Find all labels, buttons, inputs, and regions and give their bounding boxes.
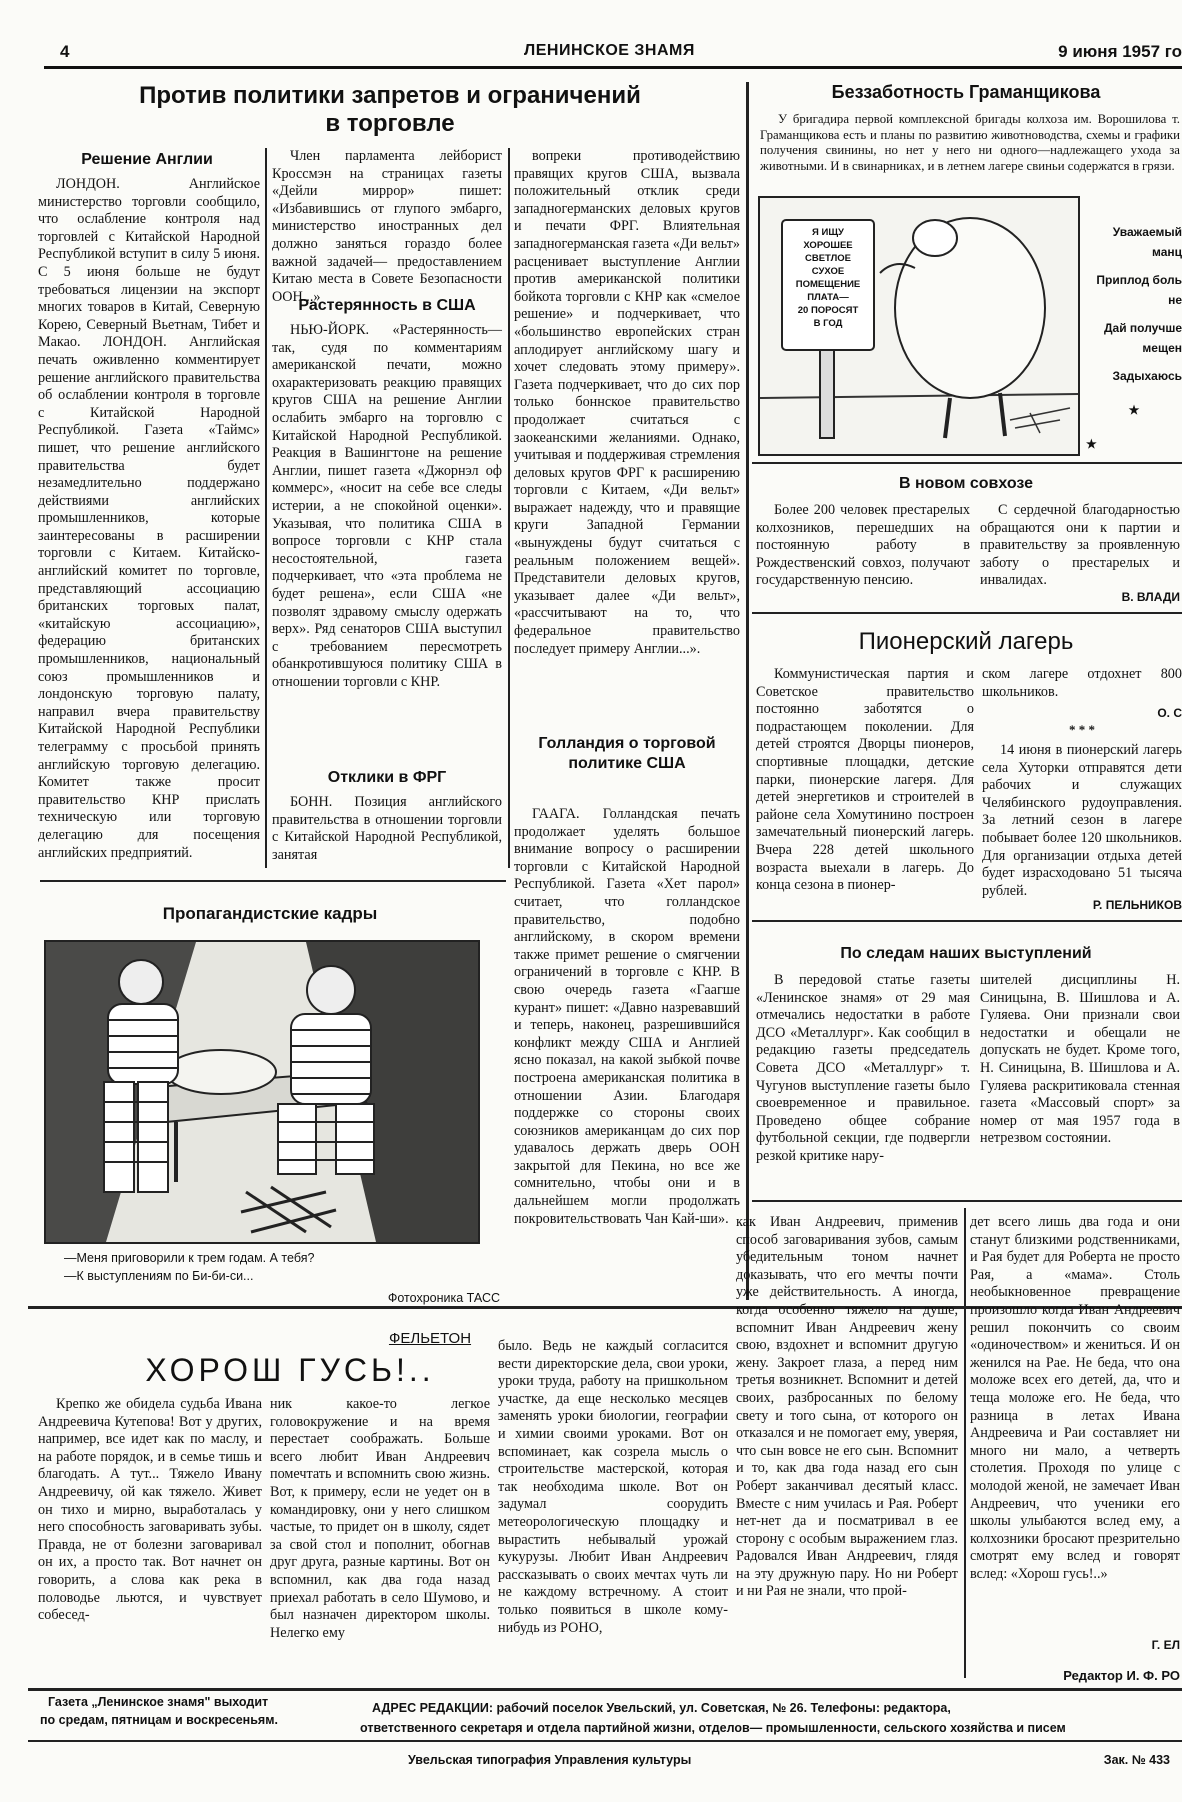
right-top-lead-paragraph: У бригадира первой комплексной бригады колхоза им. Ворошилова т. Граманщикова есть и планы по развитию животноводства, схемы и графики получения свинины, но нет у него ни одного—надлежащего ухода за животными. И в свинарниках, и в летнем лагере свиньи содержатся в грязи. [760, 112, 1180, 173]
pig-sign-line: ПЛАТА— [807, 292, 849, 303]
pioneer-author-b: О. С [1157, 706, 1182, 720]
editor-line: Редактор И. Ф. РО [1063, 1668, 1180, 1683]
footer-address-2: ответственного секретаря и отдела партийной жизни, отделов— промышленности, сельского хозяйства и писем [360, 1721, 1066, 1735]
col2-paragraph-b: НЬЮ-ЙОРК. «Растерянность—так, судя по комментариям американской печати, можно охарактеризовать реакцию правящих кругов США на решение Англии ослабить эмбарго на торговлю с Китайской Народной Республикой. Реакция в Вашингтоне на решение Англии, пишет газета «Джорнэл оф коммерс», «носит на себе все следы истерии, а не спокойной оценки». Указывая, что политика США в вопросе торговли с КНР стала несостоятельной, газета подчеркивает, что «эта проблема не будет решена», если США «не позволят здравому смыслу одержать верх». Ряд сенаторов США выступил с требованием пересмотреть обанкротившуюся политику США в отношении торговли с КНР. [272, 322, 502, 690]
feuilleton-col3 [498, 1338, 728, 1674]
pioneer-paragraph-b: ском лагере отдохнет 800 школьников. [982, 666, 1182, 700]
pig-sign-line: ХОРОШЕЕ [803, 240, 853, 251]
issue-date: 9 июня 1957 го [1058, 42, 1182, 61]
right-top-title: Беззаботность Граманщикова [831, 82, 1101, 102]
verse-line: ★ [1086, 437, 1097, 451]
verse-line: Задыхаюсь [1112, 369, 1182, 383]
verse-line: мещен [1142, 341, 1182, 355]
pioneer-paragraph-a: Коммунистическая партия и Советское правительство постоянно заботятся о подрастающем поколении. Для детей строятся Дворцы пионеров, спортивные площадки, детские парки, пионерские лагеря. Для детей энергетиков и строителей в районе села Хомутинино построен замечательный пионерский лагерь. Вчера 228 детей школьного возраста выехали в лагерь. До конца сезона в пионер- [756, 666, 974, 894]
verse-line: ★ [1128, 403, 1140, 417]
feuilleton-col1-paragraph: Крепко же обидела судьба Ивана Андреевича Кутепова! Вот у других, например, все идет как по маслу, и на работе порядок, и в семье тишь и благодать. А тут... Тяжело Ивану Андреевичу, ой как тяжело. Живет он тихо и мирно, выработалась у него способность заговаривать зубы. Правда, не от болезни заговаривал он их, а просто так. Вот начнет он говорить, а слова как река в половодье льются, и чувствует собесед- [38, 1396, 262, 1624]
col2-heading-b: Растерянность в США [298, 297, 476, 314]
feuilleton-col4 [736, 1214, 958, 1674]
col3-text-a [514, 148, 740, 728]
sovkhoz-text-a [756, 502, 970, 602]
main-headline: Против политики запретов и ограничений в торговле [139, 82, 641, 137]
column-rule [964, 1208, 966, 1678]
pig-sign-line: СУХОЕ [811, 266, 845, 277]
col3-paragraph-b: ГААГА. Голландская печать продолжает уделять большое внимание вопросу о расширении торговли с Китайской Народной Республикой. Газета «Хет парол» считает, что голландское правительство, подобно английскому, в скором времени также примет решение о смягчении ограничений в торговле с КНР. В свою очередь газета «Гаагше курант» пишет: «Давно назревавший и теперь, наконец, разрешившийся конфликт между США и Англией ясно показал, на какой зыбкой почве построена американская политика в отношении Азии. Благодаря поддержке со стороны своих союзников американцам до сих пор удавалось держать дверь ООН закрытой для Пекина, но все же сомнительно, чтобы они и в дальнейшем могли продолжать покровительствовать Чан Кай-ши». [514, 806, 740, 1227]
col2-text-b [272, 322, 502, 762]
footer-rule [28, 1740, 1182, 1742]
column-rule [265, 148, 267, 868]
col3-heading-b: Голландия о торговой политике США [538, 735, 716, 772]
pioneer-title: Пионерский лагерь [858, 628, 1074, 655]
followup-paragraph-b: шителей дисциплины Н. Синицына, В. Шишлова и А. Гуляева. Они признали свои недостатки и обещали не допускать не будет. Кроме того, Н. Синицына, В. Шишлова и А. Гуляева раскритиковала стенная газета «Массовый спорт» за номер от мая 1957 года в нетрезвом состоянии. [980, 972, 1180, 1147]
column-rule [508, 148, 510, 868]
cartoon-prisoners-drawing [46, 942, 478, 1242]
col1-heading: Решение Англии [81, 151, 213, 168]
col1-text [38, 176, 260, 866]
feuilleton-col2 [270, 1396, 490, 1674]
masthead [44, 40, 1182, 69]
feuilleton-title: ХОРОШ ГУСЬ!.. [145, 1352, 435, 1388]
col2-paragraph-a: Член парламента лейборист Кроссмэн на страницах газеты «Дейли миррор» пишет: «Избавившись от глупого эмбарго, министерство иностранных дел должно заняться гораздо более важной задачей— предоставлением Китаю места в Совете Безопасности ООН...» [272, 148, 502, 305]
feuilleton-col2-paragraph: ник какое-то легкое головокружение и на время перестает соображать. Больше всего любит Иван Андреевич помечтать и вспомнить свою жизнь. Вот, к примеру, если не уедет он в командировку, они у него слишком частые, то придет он в школу, сядет за свой стол и пополнит, обогнав друг друга, разные картины. Вот он вспомнил, как два года назад приехал работать в село Шумово, и был назначен директором школы. Нелегко ему [270, 1396, 490, 1641]
verse-line: не [1168, 293, 1182, 307]
col2-text-c [272, 794, 502, 870]
followup-text-a [756, 972, 970, 1188]
footer-print-house: Увельская типография Управления культуры [408, 1753, 692, 1767]
pig-sign-line: В ГОД [813, 318, 843, 329]
verse-line: манц [1151, 245, 1182, 259]
right-top-lead [760, 112, 1180, 192]
footer-schedule-1: Газета „Ленинское знамя" выходит [48, 1695, 269, 1709]
pig-sign [786, 226, 870, 330]
col1-paragraph: ЛОНДОН. Английское министерство торговли сообщило, что ослабление контроля над торговлей с Китайской Народной Республикой вступит в силу 5 июня. С 5 июня больше не будут требоваться лицензии на экспорт многих товаров в Китай, Северную Корею, Северный Вьетнам, Тибет и Макао. ЛОНДОН. Английская печать оживленно комментирует решение английского правительства об ослаблении контроля в торговле с Китайской Народной Республикой. Газета «Таймс» пишет, что решение английского правительства будет незамедлительно поддержано действиями английских промышленников, которые заинтересованы в расширении торговли с Китаем. Китайско-английский комитет по торговле, представляющий ассоциацию британских торговых палат, «китайскую ассоциацию», федерацию британских промышленников, национальный союз промышленников и лондонскую торговую палату, направил вчера правительству Китайской Народной Республики телеграмму с просьбой принять английскую торговую делегацию. Комитет также просит правительство КНР прислать техническую или торговую делегацию для посещения английских предприятий. [38, 176, 260, 861]
paper-name: ЛЕНИНСКОЕ ЗНАМЯ [524, 42, 695, 59]
feuilleton-rubric: ФЕЛЬЕТОН [388, 1330, 472, 1347]
section-rule [752, 1200, 1182, 1202]
feuilleton-col5-paragraph: дет всего лишь два года и они станут близкими родственниками, и Рая будет для Роберта не просто Рая, а «мама». Столь необыкновенное превращение произошло когда Иван Андреевич решил покончить со своим «одиночеством» и жениться. И он женился на Рае. Не беда, что она моложе всех его детей, да, что и теща моложе его. Не беда, что разница в летах Ивана Андреевича и Раи составляет ни много ни мало, а четверть столетия. Проходя по улице с молодой женой, не замечает Иван Андреевич, что ученики его школы улыбаются вслед ему, а колхозники бросают презрительно смотрят ему вслед и говорят вслед: «Хорош гусь!..» [970, 1214, 1180, 1582]
footer-order-number: Зак. № 433 [1103, 1753, 1170, 1767]
verse-line: Уважаемый [1112, 225, 1182, 239]
section-rule [752, 612, 1182, 614]
verse-line: Дай получше [1104, 321, 1182, 335]
pioneer-stars: * * * [1069, 722, 1095, 737]
section-rule [752, 920, 1182, 922]
col2-heading-c: Отклики в ФРГ [327, 769, 447, 786]
feuilleton-col5 [970, 1214, 1180, 1634]
cartoon-left-title: Пропагандистские кадры [162, 904, 378, 923]
pioneer-text-c [982, 742, 1182, 899]
pig-side-verse [1086, 222, 1182, 454]
followup-paragraph-a: В передовой статье газеты «Ленинское знамя» от 29 мая отмечались недостатки в работе ДСО «Металлург». Как сообщил в редакцию газеты председатель Совета ДСО «Металлург» т. Чугунов выступление газеты было своевременное и правильное. Проведено общее собрание футбольной секции, где подвергли резкой критике нару- [756, 972, 970, 1164]
col3-paragraph-a: вопреки противодействию правящих кругов США, вызвала положительный отклик среди западногерманских деловых кругов и печати ФРГ. Влиятельная западногерманская газета «Ди вельт» расценивает выступление Англии против американской политики бойкота торговли с КНР как «смелое решение» и подчеркивает, что «большинство европейских стран аплодирует английскому шагу и хочет следовать этому примеру». Газета подчеркивает, что до сих пор только боннское правительство продолжает считаться с заокеанскими желаниями. Однако, учитывая и поддерживая стремления деловых кругов ФРГ к расширению торговли с Китаем, «Ди вельт» выражает надежду, что и правящие круги Западной Германии «вынуждены будут считаться с реальным положением вещей». Представители деловых кругов, указывает далее «Ди вельт», «рассчитывают на то, что федеральное правительство последует примеру Англии...». [514, 148, 740, 657]
sovkhoz-text-b [980, 502, 1180, 589]
cartoon-caption-2: —К выступлениям по Би-би-си... [64, 1269, 254, 1283]
cartoon-prisoners-image [44, 940, 480, 1244]
feuilleton-col4-paragraph: как Иван Андреевич, применив способ заговаривания зубов, самым убедительным тоном начнет доказывать, что его мечты почти уже действительность. А иногда, когда особенно тяжело на душе, вспомнит Иван Андреевич жену свою, вздохнет и вспомнит другую жену. Закроет глаза, а перед ним третья возникнет. Вспомнит и детей своих, разбросанных по белому свету и того сына, от которого он отказался и не помогает ему, уверяя, что сын вовсе не его сын. Вспомнит и то, как два года назад его сын Роберт заканчивал десятый класс. Вместе с ним училась и Рая. Роберт нет-нет да и посматривал в ее сторону с особым выражением глаз. Радовался Иван Андреевич, глядя на эту дружную пару. Но ни Роберт и ни Рая не знали, что прой- [736, 1214, 958, 1600]
pig-sign-line: Я ИЩУ [812, 227, 844, 238]
pioneer-text-a [756, 666, 974, 914]
footer-address-1: АДРЕС РЕДАКЦИИ: рабочий поселок Увельский, ул. Советская, № 26. Телефоны: редактора, [372, 1701, 951, 1715]
pioneer-paragraph-c: 14 июня в пионерский лагерь села Хуторки отправятся дети рабочих и служащих Челябинского рудоуправления. За летний сезон в лагере побывает более 120 школьников. Для организации отдыха детей будет израсходовано 51 тысяча рублей. [982, 742, 1182, 899]
pig-sign-line: СВЕТЛОЕ [804, 253, 851, 264]
sovkhoz-paragraph-a: Более 200 человек престарелых колхозников, перешедших на постоянную работу в Рождественский совхоз, получают государственную пенсию. [756, 502, 970, 589]
pig-sign-line: 20 ПОРОСЯТ [797, 305, 859, 316]
footer-rule [28, 1688, 1182, 1691]
followup-text-b [980, 972, 1180, 1188]
section-rule [752, 462, 1182, 464]
feuilleton-col3-paragraph: было. Ведь не каждый согласится вести директорские дела, свои уроки, уроки труда, работу на пришкольном участке, да еще несколько месяцев заменять уроки биологии, географии и химии своими уроками. Вот он вспоминает, как созрела мысль о строительстве мастерской, которая так необходима школе. Вот он задумал соорудить метеорологическую площадку и вырастить небывалый урожай кукурузы. Любит Иван Андреевич рассказывать о своих мечтах чуть ли не каждому встречному. А стоит только появиться в школе кому-нибудь из РОНО, [498, 1338, 728, 1636]
col3-text-b [514, 806, 740, 1326]
pioneer-text-b [982, 666, 1182, 704]
col2-text-a [272, 148, 502, 305]
verse-line: Приплод боль [1096, 273, 1182, 287]
footer-schedule-2: по средам, пятницам и воскресеньям. [40, 1713, 278, 1727]
sovkhoz-title: В новом совхозе [898, 475, 1034, 492]
cartoon-credit: Фотохроника ТАСС [387, 1291, 500, 1305]
pig-sign-line: ПОМЕЩЕНИЕ [795, 279, 861, 290]
sovkhoz-author: В. ВЛАДИ [1121, 590, 1180, 604]
followup-title: По следам наших выступлений [840, 945, 1092, 962]
pioneer-author-c: Р. ПЕЛЬНИКОВ [1092, 898, 1182, 912]
section-rule [40, 880, 506, 882]
sovkhoz-paragraph-b: С сердечной благодарностью обращаются они к партии и правительству за проявленную заботу о престарелых и инвалидах. [980, 502, 1180, 589]
page-number: 4 [60, 42, 70, 61]
cartoon-caption-1: —Меня приговорили к трем годам. А тебя? [64, 1251, 315, 1265]
col2-paragraph-c: БОНН. Позиция английского правительства в отношении торговли с Китайской Народной Республикой, занятая [272, 794, 502, 863]
cartoon-pig-image [758, 196, 1080, 456]
section-divider [746, 82, 749, 1300]
feuilleton-col1 [38, 1396, 262, 1674]
feuilleton-author: Г. ЕЛ [1151, 1638, 1180, 1652]
